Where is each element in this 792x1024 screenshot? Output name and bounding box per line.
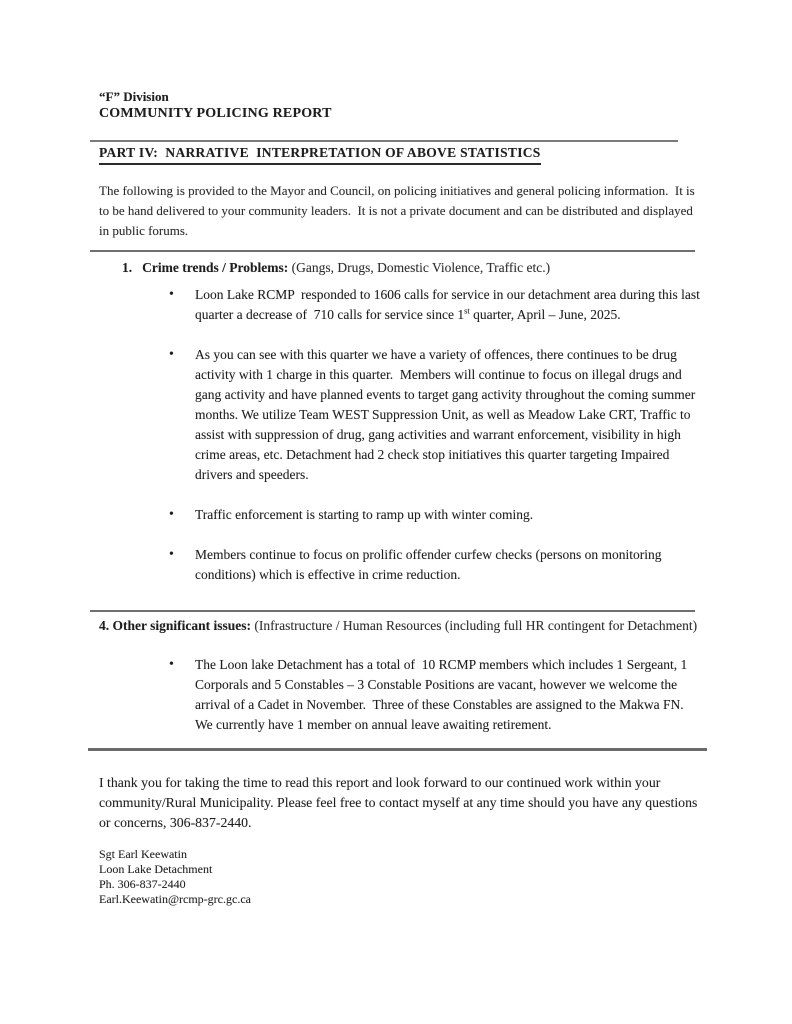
- report-header: [99, 88, 703, 123]
- bullet-drug-gang-activity: • As you can see with this quarter we have a variety of offences, there continues to be drug activity with 1 charge in this quarter. Members will continue to focus on illegal drugs and gang activity and have planned events to target gang activity throughout the coming summer months. We utilize Team WEST Suppression Unit, as well as Meadow Lake CRT, Traffic to assist with suppression of drug, gang activities and warrant enforcement, visibility in high crime areas, etc. Detachment had 2 check stop initiatives this quarter targeting Impaired drivers and speeders.: [195, 345, 700, 485]
- ordinal-superscript: st: [464, 306, 470, 316]
- section-crime-trends: [99, 258, 703, 585]
- part-heading: [99, 144, 703, 165]
- divider-above-closing: [88, 748, 707, 751]
- section-1-subtitle: (Gangs, Drugs, Domestic Violence, Traffic etc.): [291, 260, 551, 275]
- intro-paragraph: The following is provided to the Mayor and Council, on policing initiatives and general policing information. It is to be hand delivered to your community leaders. It is not a private document and can be distributed and displayed in public forums.: [99, 183, 698, 238]
- section-4-title: 4. Other significant issues:: [99, 618, 252, 633]
- section-1-title: Crime trends / Problems:: [142, 260, 289, 275]
- bullet-calls-for-service: [195, 285, 704, 325]
- section-1-number: 1.: [122, 260, 133, 275]
- divider-above-section-4: [90, 610, 695, 612]
- section-4-subtitle: (Infrastructure / Human Resources (including full HR contingent for Detachment): [254, 618, 698, 633]
- part-heading-text: PART IV: NARRATIVE INTERPRETATION OF ABOVE STATISTICS: [99, 144, 541, 165]
- signature-email: Earl.Keewatin@rcmp-grc.gc.ca: [99, 892, 251, 906]
- section-1-heading: [122, 258, 703, 277]
- section-4-heading: [99, 616, 703, 635]
- signature-name: Sgt Earl Keewatin: [99, 847, 187, 861]
- divider-above-section-1: [90, 250, 695, 252]
- divider-above-part-heading: [90, 140, 678, 142]
- signature-detachment: Loon Lake Detachment: [99, 862, 213, 876]
- bullet-1-text-before: Loon Lake RCMP responded to 1606 calls for service in our detachment area during this last quarter a decrease of 710 calls for service since 1: [195, 287, 704, 322]
- report-title: COMMUNITY POLICING REPORT: [99, 106, 332, 121]
- signature-phone: Ph. 306-837-2440: [99, 877, 186, 891]
- bullet-traffic-enforcement: • Traffic enforcement is starting to ramp up with winter coming.: [195, 505, 700, 525]
- bullet-curfew-checks: • Members continue to focus on prolific offender curfew checks (persons on monitoring conditions) which is effective in crime reduction.: [195, 545, 700, 585]
- signature-block: [99, 847, 703, 907]
- division-label: “F” Division: [99, 89, 169, 104]
- section-other-issues: [99, 616, 703, 735]
- bullet-detachment-staffing: • The Loon lake Detachment has a total of 10 RCMP members which includes 1 Sergeant, 1 Corporals and 5 Constables – 3 Constable Positions are vacant, however we welcome the arrival of a Cadet in November. Three of these Constables are assigned to the Makwa FN. We currently have 1 member on annual leave awaiting retirement.: [195, 655, 700, 735]
- section-1-bullet-list: [99, 285, 703, 585]
- bullet-1-text-after: quarter, April – June, 2025.: [469, 307, 621, 322]
- closing-paragraph: I thank you for taking the time to read this report and look forward to our continued work within your community/Rural Municipality. Please feel free to contact myself at any time should you have any questions or concerns, 306-837-2440.: [99, 775, 701, 830]
- section-4-bullet-list: [99, 655, 703, 735]
